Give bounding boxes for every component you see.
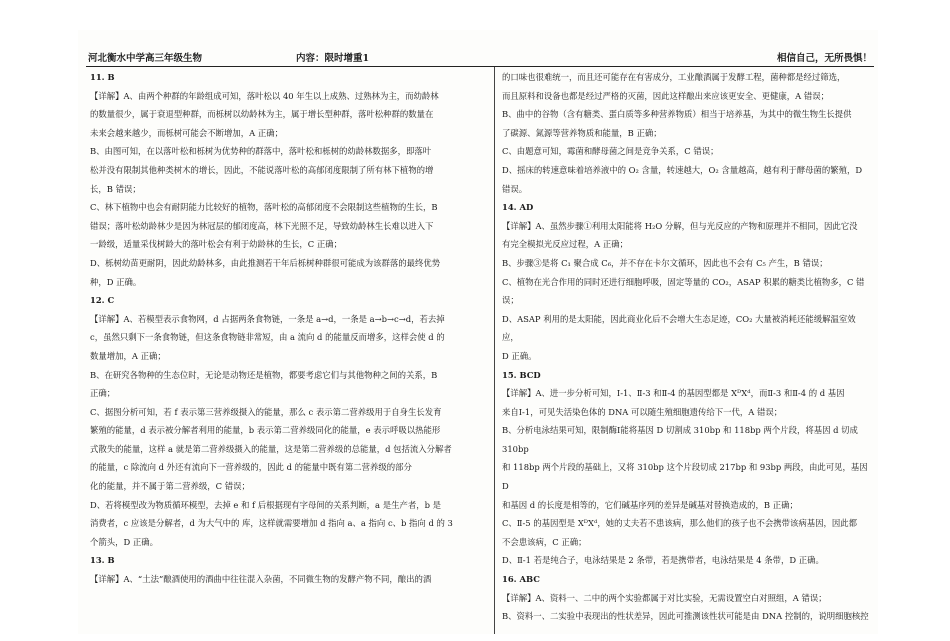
answer-text-line: 的口味也很难统一，而且还可能存在有害成分，工业酿酒属于发酵工程，菌种都是经过筛选， xyxy=(502,72,846,82)
answer-text-line: 长，B 错误； xyxy=(90,183,141,194)
answer-text-line: 消费者，c 应该是分解者，d 为大气中的 库，这样就需要增加 d 指向 a、a 指向 c、b 指向 d 的 3 xyxy=(90,518,453,529)
answer-text-line: D、栎树幼苗更耐阴，因此幼龄林多，由此推测若干年后栎树种群很可能成为该群落的最终优势 xyxy=(90,257,441,268)
exam-answer-page xyxy=(78,30,878,634)
question-number: 12. C xyxy=(90,295,115,306)
answer-text-line: B、步骤③是将 C₁ 聚合成 C₆，并不存在卡尔文循环，因此也不会有 C₅ 产生，B 错误； xyxy=(502,257,828,268)
question-number: 11. B xyxy=(90,72,115,82)
answer-text-line: 化的能量，并不属于第二营养级，C 错误； xyxy=(90,481,250,492)
answer-text-line: C、植物在光合作用的同时还进行细胞呼吸，固定等量的 CO₂，ASAP 积累的糖类比植物多，C 错 xyxy=(502,276,865,287)
question-number: 16. ABC xyxy=(502,574,540,585)
answer-text-line: B、资料一、二实验中表现出的性状差异，因此可推测该性状可能是由 DNA 控制的，说明细胞核控 xyxy=(502,611,869,622)
answer-text-line: B、分析电泳结果可知，限制酶Ⅰ能将基因 D 切割成 310bp 和 118bp 两个片段，将基因 d 切成 310bp xyxy=(502,425,858,454)
answer-text-line: 松并没有限制其他种类树木的增长，因此，不能说落叶松的高郁闭度限制了所有林下植物的增 xyxy=(90,164,434,175)
answer-text-line: c，虽然只剩下一条食物链，但这条食物链非常短，由 a 流向 d 的能量反而增多，这样会使 d 的 xyxy=(90,332,445,343)
answer-text-line: D、摇床的转速意味着培养液中的 O₂ 含量，转速越大，O₂ 含量越高，越有利于酵母菌的繁殖，D xyxy=(502,164,863,175)
answer-text-line: 有完全模拟光反应过程，A 正确； xyxy=(502,239,628,250)
answer-text-line: 【详解】A、进一步分析可知，Ⅰ-1、Ⅱ-3 和Ⅱ-4 的基因型都是 XᴰXᵈ，而Ⅱ-3 和Ⅱ-4 的 d 基因 xyxy=(502,388,845,399)
answer-text-line: 来自Ⅰ-1，可见失活染色体的 DNA 可以随生殖细胞遗传给下一代，A 错误； xyxy=(502,406,783,417)
answer-text-line: 误； xyxy=(502,295,519,306)
answer-text-line: B、由图可知，在以落叶松和栎树为优势种的群落中，落叶松和栎树的幼龄林数据多，即落叶 xyxy=(90,146,432,157)
answer-text-line: 式散失的能量，这样 a 就是第二营养级摄入的能量，这是第二营养级的总能量，d 包括流入分解者 xyxy=(90,443,452,454)
answer-text-line: B、曲中的谷物（含有糖类、蛋白质等多种营养物质）相当于培养基，为其中的微生物生长提供 xyxy=(502,109,852,120)
header-rule xyxy=(86,66,874,67)
answer-text-line: 一龄级，适量采伐树龄大的落叶松会有利于幼龄林的生长，C 正确； xyxy=(90,239,342,250)
answer-text-line: C、据图分析可知，若 f 表示第三营养级摄入的能量，那么 c 表示第二营养级用于自身生长发育 xyxy=(90,406,442,417)
answer-text-line: B、在研究各物种的生态位时，无论是动物还是植物，都要考虑它们与其他物种之间的关系，B xyxy=(90,369,438,380)
answer-text-line: 而且原料和设备也都是经过严格的灭菌，因此这样酿出来应该更安全、更健康，A 错误； xyxy=(502,90,829,101)
answer-text-line: C、Ⅱ-5 的基因型是 XᴰXᵈ，她的丈夫若不患该病，那么他们的孩子也不会携带该病基因，因此都 xyxy=(502,518,857,529)
answer-text-line: D、ASAP 利用的是太阳能，因此商业化后不会增大生态足迹，CO₂ 大量被消耗还能缓解温室效应， xyxy=(502,313,856,343)
question-number: 15. BCD xyxy=(502,369,541,380)
answer-text-line: 【详解】A、虽然步骤①利用太阳能将 H₂O 分解，但与光反应的产物和原理并不相同，因此它没 xyxy=(502,220,858,231)
answer-text-line: 和基因 d 的长度是相等的，它们碱基序列的差异是碱基对替换造成的，B 正确； xyxy=(502,499,798,510)
answer-text-line: 了碳源、氮源等营养物质和能量，B 正确； xyxy=(502,127,662,138)
answer-text-line: 种，D 正确。 xyxy=(90,276,142,287)
answer-text-line: D、Ⅱ-1 若是纯合子，电泳结果是 2 条带，若是携带者，电泳结果是 4 条带，D 正确。 xyxy=(502,555,824,566)
answer-text-line: 的能量，c 除流向 d 外还有流向下一营养级的，因此 d 的能量中既有第二营养级的部分 xyxy=(90,462,412,473)
header-motto: 相信自己，无所畏惧！ xyxy=(776,53,872,64)
answer-text-line: 错误；落叶松幼龄林少是因为林冠层的郁闭度高，林下光照不足，导致幼龄林生长难以进入下 xyxy=(90,220,434,231)
page-header xyxy=(78,48,878,66)
answer-text-line: 个箭头，D 正确。 xyxy=(90,536,159,547)
answer-text-line: 【详解】A、资料一、二中的两个实验都属于对比实验，无需设置空白对照组，A 错误； xyxy=(502,592,827,603)
answer-text-line: 数量增加，A 正确； xyxy=(90,350,166,361)
answer-text-line: 繁殖的能量，d 表示被分解者利用的能量，b 表示第二营养级同化的能量，e 表示呼吸以热能形 xyxy=(90,425,441,436)
answer-text-line: 【详解】A、“土法”酿酒使用的酒曲中往往混入杂菌，不同微生物的发酵产物不同，酿出的酒 xyxy=(90,574,432,585)
answer-text-line: 的数量很少，属于衰退型种群，而栎树以幼龄林为主，属于增长型种群，落叶松种群的数量在 xyxy=(90,109,434,120)
column-divider xyxy=(494,67,495,634)
header-content-title: 内容：限时增重1 xyxy=(296,53,370,64)
answer-text-line: D、若将模型改为物质循环模型，去掉 e 和 f 后根据现有字母间的关系判断，a 是生产者，b 是 xyxy=(90,499,441,510)
answer-text-line: C、由题意可知，霉菌和酵母菌之间是竞争关系，C 错误； xyxy=(502,146,719,157)
question-number: 14. AD xyxy=(502,202,534,213)
right-column xyxy=(502,68,870,634)
answer-text-line: 正确； xyxy=(90,388,116,399)
answer-text-line: 错误。 xyxy=(502,183,528,194)
answer-text-line: D 正确。 xyxy=(502,350,537,361)
header-school-subject: 河北衡水中学高三年级生物 xyxy=(88,53,203,64)
answer-text-line: 未来会越来越少，而栎树可能会不断增加，A 正确； xyxy=(90,127,283,138)
answer-text-line: 和 118bp 两个片段的基础上，又将 310bp 这个片段切成 217bp 和 93bp 两段，由此可见，基因 D xyxy=(502,462,868,492)
left-column xyxy=(90,68,484,634)
answer-text-line: 【详解】A、若模型表示食物网，d 占据两条食物链，一条是 a→d，一条是 a→b→c→d，若去掉 xyxy=(90,313,445,324)
answer-text-line: 不会患该病，C 正确； xyxy=(502,536,587,547)
answer-text-line: C、林下植物中也会有耐阴能力比较好的植物，落叶松的高郁闭度不会限制这些植物的生长，B xyxy=(90,202,438,213)
question-number: 13. B xyxy=(90,555,115,566)
answer-text-line: 【详解】A、由两个种群的年龄组成可知，落叶松以 40 年生以上成熟、过熟林为主，而幼龄林 xyxy=(90,90,439,101)
